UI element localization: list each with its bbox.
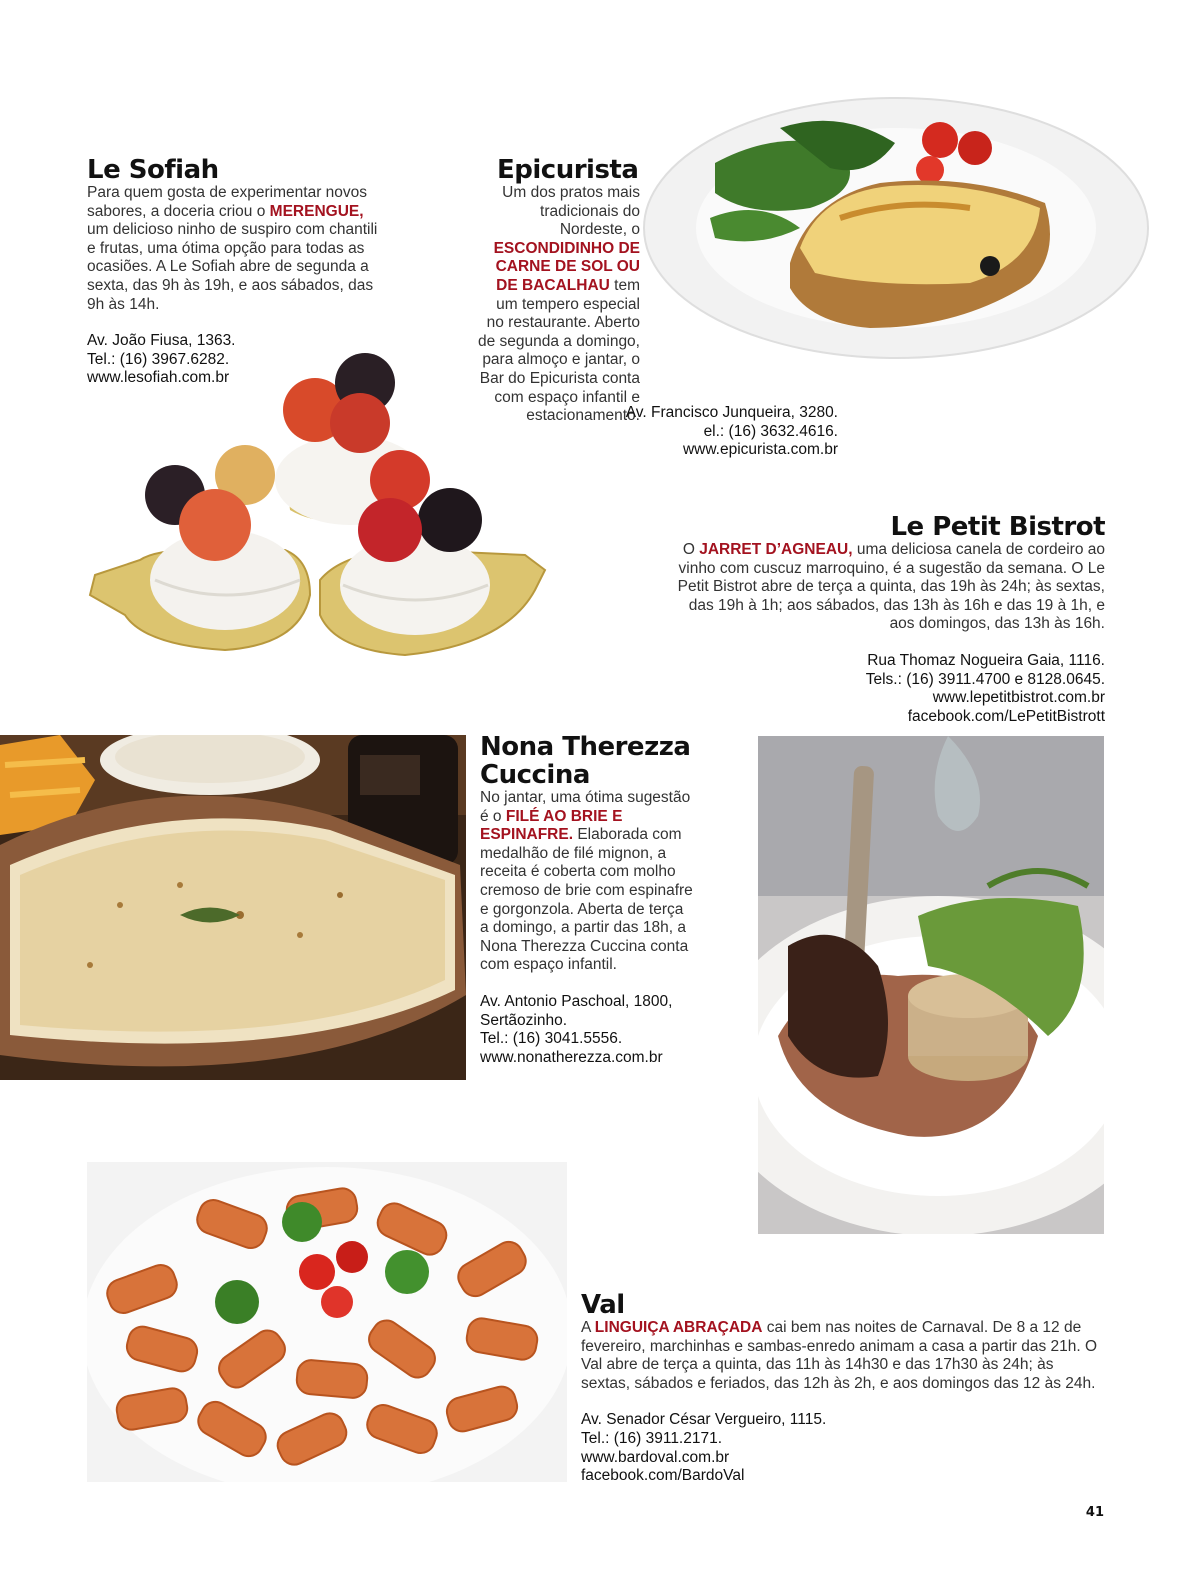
val-contact — [581, 1411, 1106, 1485]
dish-highlight: ESCONDIDINHO DE CARNE DE SOL OU DE BACALHAU — [493, 239, 640, 294]
brie-dish-illustration — [0, 735, 466, 1080]
le-petit-bistrot-description — [668, 541, 1105, 634]
website-link[interactable]: www.bardoval.com.br — [581, 1448, 730, 1466]
le-sofiah-description — [87, 184, 387, 314]
val-title: Val — [581, 1290, 625, 1320]
phone: Tel.: (16) 3041.5556. — [480, 1030, 623, 1048]
title-line: Nona Therezza — [480, 732, 691, 762]
phone: el.: (16) 3632.4616. — [703, 422, 838, 440]
address: Av. Senador César Vergueiro, 1115. — [581, 1411, 827, 1429]
text-part: No jantar, uma ótima sugestão é o — [480, 789, 691, 825]
epicurista-contact-lines — [560, 404, 838, 460]
nona-therezza-title — [480, 733, 720, 789]
le-sofiah-title: Le Sofiah — [87, 155, 219, 185]
epicurista-text — [475, 184, 640, 426]
text-part: A — [581, 1319, 595, 1336]
nona-therezza-contact — [480, 993, 720, 1067]
text-part: Um dos pratos mais tradicionais do Nordeste, o — [502, 184, 640, 239]
le-petit-bistrot-section — [668, 513, 1105, 726]
epicurista-description — [475, 184, 640, 426]
le-petit-bistrot-title: Le Petit Bistrot — [890, 512, 1105, 542]
website-link[interactable]: www.lesofiah.com.br — [87, 369, 230, 387]
nona-therezza-section — [480, 733, 720, 1067]
epicurista-contact — [560, 404, 838, 460]
plate-illustration — [640, 88, 1152, 363]
dish-highlight: JARRET D’AGNEAU, — [699, 541, 853, 558]
text-part: um delicioso ninho de suspiro com chantili e frutas, uma ótima opção para todas as ocasiões. A Le Sofiah abre de segunda a sexta, das 9h às 19h, e aos sábados, das 9h às 14h. — [87, 221, 378, 313]
phone: Tel.: (16) 3911.2171. — [581, 1429, 723, 1447]
address: Av. João Fiusa, 1363. — [87, 332, 236, 350]
linguica-photo — [87, 1162, 567, 1482]
city: Sertãozinho. — [480, 1011, 568, 1029]
phone: Tel.: (16) 3967.6282. — [87, 350, 230, 368]
website-link[interactable]: www.nonatherezza.com.br — [480, 1048, 663, 1066]
sausage-illustration — [87, 1162, 567, 1482]
val-description — [581, 1319, 1106, 1393]
val-section — [581, 1291, 1106, 1486]
title-line: Cuccina — [480, 760, 590, 790]
dish-highlight: LINGUIÇA ABRAÇADA — [594, 1319, 763, 1336]
page-number: 41 — [1085, 1505, 1104, 1520]
address: Rua Thomaz Nogueira Gaia, 1116. — [867, 651, 1105, 669]
phone: Tels.: (16) 3911.4700 e 8128.0645. — [865, 670, 1105, 688]
file-brie-photo — [0, 735, 466, 1080]
facebook-link[interactable]: facebook.com/LePetitBistrott — [907, 707, 1105, 725]
address: Av. Francisco Junqueira, 3280. — [625, 404, 838, 421]
text-part: cai bem nas noites de Carnaval. De 8 a 12 de fevereiro, marchinhas e sambas-enredo animam a casa a partir das 21h. O Val abre de terça a quinta, das 11h às 14h30 e das 17h30 às 24h; às sextas, sábados e feriados, das 12h às 2h, e aos domingos das 12 às 24h. — [581, 1319, 1098, 1392]
text-part: uma deliciosa canela de cordeiro ao vinho com cuscuz marroquino, é a sugestão da semana. O Le Petit Bistrot abre de terça a quinta, das 19h às 24h; às sextas, das 19h à 1h; aos sábados, das 13h às 16h e das 19 à 1h, e aos domingos, das 13h às 16h. — [677, 541, 1105, 633]
lamb-illustration — [758, 736, 1104, 1234]
text-part: Elaborada com medalhão de filé mignon, a receita é coberta com molho cremoso de brie com espinafre e gorgonzola. Aberta de terça a domingo, a partir das 18h, a Nona Therezza Cuccina conta com espaço infantil. — [480, 826, 693, 974]
facebook-link[interactable]: facebook.com/BardoVal — [581, 1467, 745, 1485]
text-part: Para quem gosta de experimentar novos sabores, a doceria criou o — [87, 184, 368, 220]
dish-highlight: FILÉ AO BRIE E ESPINAFRE. — [480, 807, 623, 844]
text-part: O — [682, 541, 700, 558]
epicurista-title: Epicurista — [497, 155, 639, 185]
escondidinho-photo — [640, 88, 1152, 363]
le-petit-bistrot-contact — [668, 652, 1105, 726]
jarret-photo — [758, 736, 1104, 1234]
website-link[interactable]: www.epicurista.com.br — [682, 441, 838, 459]
text-part: tem um tempero especial no restaurante. Aberto de segunda a domingo, para almoço e jantar, o Bar do Epicurista conta com espaço infantil e estacionamento. — [477, 276, 640, 425]
address: Av. Antonio Paschoal, 1800, — [480, 992, 673, 1010]
website-link[interactable]: www.lepetitbistrot.com.br — [932, 689, 1105, 707]
nona-therezza-description — [480, 789, 695, 975]
dish-highlight: MERENGUE, — [269, 202, 364, 220]
